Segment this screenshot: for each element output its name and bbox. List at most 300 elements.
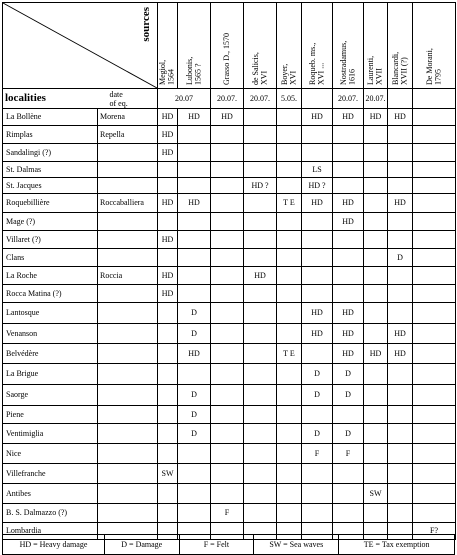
effect-cell [211,424,244,444]
effect-cell [333,126,364,144]
table-row [3,484,456,504]
effect-cell: D [388,249,413,267]
locality-name: La Roche [3,267,98,285]
effect-cell: HD [388,109,413,126]
effect-cell [158,178,178,194]
historic-name: Roccaballiera [98,194,158,213]
effect-cell [364,194,388,213]
effect-cell [388,385,413,406]
effect-cell [211,444,244,464]
table-row [3,285,456,303]
date-cell-3 [277,89,302,109]
legend-item: F = Felt [179,535,254,555]
effect-cell: D [333,424,364,444]
effect-cell [158,324,178,344]
effect-cell: HD [178,109,211,126]
date-value: 20.07. [338,93,358,103]
effect-cell [211,178,244,194]
source-header-4 [277,3,302,89]
effect-cell: HD [333,324,364,344]
effect-cell [388,231,413,249]
effect-cell [302,285,333,303]
effect-cell: SW [158,464,178,484]
effect-cell: HD [158,285,178,303]
locality-name: Belvédère [3,344,98,364]
effect-cell [413,406,456,424]
effect-cell [211,406,244,424]
effect-cell [277,162,302,178]
effect-cell [211,249,244,267]
effect-cell [277,504,302,523]
header-row [3,3,456,89]
table-row [3,424,456,444]
effect-cell: HD [364,109,388,126]
historic-name [98,162,158,178]
effect-cell [302,231,333,249]
locality-name: Rocca Matina (?) [3,285,98,303]
effect-cell: D [178,324,211,344]
diagonal-divider [3,3,157,88]
effect-cell [413,213,456,231]
effect-cell [211,464,244,484]
effect-cell [277,126,302,144]
effect-cell: HD [333,109,364,126]
effect-cell [211,484,244,504]
effect-cell [302,406,333,424]
effect-cell [277,285,302,303]
date-cell-2 [244,89,277,109]
effect-cell [277,484,302,504]
table-row [3,444,456,464]
effect-cell [244,444,277,464]
historic-name [98,464,158,484]
effect-cell [364,249,388,267]
effect-cell [388,144,413,162]
table-row [3,406,456,424]
table-row [3,464,456,484]
effect-cell [277,464,302,484]
effect-cell [211,385,244,406]
effect-cell [244,406,277,424]
effect-cell [364,504,388,523]
effect-cell: D [333,364,364,385]
effect-cell [388,267,413,285]
effect-cell [413,249,456,267]
effect-cell [211,194,244,213]
effect-cell [364,144,388,162]
table-row [3,231,456,249]
effect-cell [244,484,277,504]
source-header-8 [388,3,413,89]
effect-cell: HD [333,344,364,364]
locality-name: Nice [3,444,98,464]
date-value: 20.07. [365,93,386,103]
date-of-eq-header [98,89,158,109]
effect-cell [413,364,456,385]
locality-name: Rimplas [3,126,98,144]
effect-cell [277,444,302,464]
effect-cell [277,144,302,162]
source-header-5 [302,3,333,89]
effect-cell [413,324,456,344]
source-name: Nostradamus, 1616 [338,40,356,85]
table-row [3,324,456,344]
effect-cell [244,231,277,249]
effect-cell [388,424,413,444]
effect-cell [364,364,388,385]
source-name: Blancardi, XVII (?) [390,51,408,85]
effect-cell [413,504,456,523]
effect-cell: HD [178,194,211,213]
effect-cell [302,267,333,285]
effect-cell [277,249,302,267]
locality-name: Roquebillière [3,194,98,213]
table-row [3,364,456,385]
effect-cell [413,162,456,178]
effect-cell [413,424,456,444]
effect-cell [277,267,302,285]
effect-cell: HD [158,231,178,249]
historic-name [98,285,158,303]
effect-cell: HD [211,109,244,126]
source-name: de Salicis, XVI [250,52,268,85]
legend-item: SW = Sea waves [254,535,339,555]
date-value: 5.05. [281,93,297,103]
effect-cell [333,231,364,249]
effect-cell [277,324,302,344]
date-cell-6 [364,89,388,109]
effect-cell [158,213,178,231]
effect-cell [413,109,456,126]
effect-cell [158,385,178,406]
effect-cell: D [302,364,333,385]
effect-cell [364,231,388,249]
source-name: De Morani, 1795 [424,48,442,85]
effect-cell: HD [333,303,364,324]
locality-name: Saorge [3,385,98,406]
legend-row [3,535,455,555]
effect-cell: D [178,303,211,324]
locality-name: Lombardia [3,523,98,540]
effect-cell: HD [364,344,388,364]
effect-cell [178,285,211,303]
effect-cell [364,267,388,285]
effect-cell: HD [388,324,413,344]
date-row [3,89,456,109]
source-header-3 [244,3,277,89]
effect-cell [333,464,364,484]
effect-cell: D [333,385,364,406]
effect-cell [244,126,277,144]
historic-name [98,385,158,406]
sources-label: sources [140,7,153,42]
effect-cell [277,178,302,194]
effect-cell: HD [158,109,178,126]
effect-cell [158,344,178,364]
effect-cell [178,126,211,144]
effect-cell [388,162,413,178]
effect-cell: HD [158,126,178,144]
effect-cell: HD [158,144,178,162]
locality-name: Sandalingi (?) [3,144,98,162]
locality-name: Antibes [3,484,98,504]
effect-cell: HD [244,267,277,285]
source-header-7 [364,3,388,89]
effect-cell: F? [413,523,456,540]
effect-cell: HD ? [244,178,277,194]
effect-cell [211,231,244,249]
effect-cell [388,504,413,523]
effect-cell [211,324,244,344]
effect-cell [413,484,456,504]
effect-cell [158,424,178,444]
effect-cell [302,144,333,162]
effect-cell [158,303,178,324]
effect-cell [364,303,388,324]
effect-cell [211,267,244,285]
effect-cell [158,249,178,267]
historic-name [98,303,158,324]
effect-cell: SW [364,484,388,504]
effect-cell: HD [333,194,364,213]
table-row [3,267,456,285]
effect-cell: F [211,504,244,523]
table-row [3,144,456,162]
effect-cell [413,464,456,484]
localities-label: localities [5,92,46,104]
effect-cell [302,464,333,484]
date-cell-1 [211,89,244,109]
effect-cell: HD [302,303,333,324]
effect-cell [302,249,333,267]
effect-cell [178,444,211,464]
date-value: 20.07. [217,93,237,103]
effect-cell [244,109,277,126]
effect-cell: T E [277,344,302,364]
effect-cell [277,364,302,385]
earthquake-sources-table [2,2,456,540]
effect-cell [211,364,244,385]
table-row [3,344,456,364]
legend-item: D = Damage [104,535,179,555]
table-row [3,504,456,523]
effect-cell [244,249,277,267]
effect-cell [302,484,333,504]
effect-cell [211,126,244,144]
effect-cell [277,109,302,126]
effect-cell [388,406,413,424]
effect-cell: F [333,444,364,464]
effect-cell [413,178,456,194]
legend-table [2,534,455,555]
table-row [3,249,456,267]
effect-cell [211,162,244,178]
effect-cell [413,267,456,285]
source-header-1 [178,3,211,89]
effect-cell [302,126,333,144]
effect-cell [302,504,333,523]
effect-cell: HD [388,344,413,364]
effect-cell [244,424,277,444]
effect-cell [277,231,302,249]
effect-cell: D [302,385,333,406]
effect-cell [178,484,211,504]
historic-name: Morena [98,109,158,126]
source-name: Lubonis, 1565 ? [184,56,202,85]
effect-cell [178,249,211,267]
table-row [3,162,456,178]
locality-name: St. Dalmas [3,162,98,178]
effect-cell: HD [158,194,178,213]
historic-name: Roccia [98,267,158,285]
effect-cell: T E [277,194,302,213]
effect-cell [364,178,388,194]
effect-cell [277,424,302,444]
effect-cell [277,385,302,406]
effect-cell [413,444,456,464]
date-of-eq-label: date of eq. [109,90,128,109]
effect-cell [178,504,211,523]
source-name: Laurenti, XVII [366,55,384,85]
effect-cell: D [178,424,211,444]
date-cell-8 [413,89,456,109]
effect-cell [333,406,364,424]
localities-header [3,89,98,109]
locality-name: La Bollène [3,109,98,126]
historic-name [98,424,158,444]
effect-cell [244,464,277,484]
locality-name: Venanson [3,324,98,344]
historic-name [98,406,158,424]
effect-cell [302,213,333,231]
effect-cell [333,178,364,194]
effect-cell [277,406,302,424]
effect-cell [388,444,413,464]
historic-name [98,364,158,385]
locality-name: Clans [3,249,98,267]
effect-cell [364,406,388,424]
source-header-6 [333,3,364,89]
effect-cell [364,424,388,444]
table-row [3,385,456,406]
effect-cell [388,303,413,324]
table-row [3,213,456,231]
historic-name [98,231,158,249]
effect-cell: F [302,444,333,464]
effect-cell [178,213,211,231]
effect-cell [244,213,277,231]
historic-name [98,484,158,504]
effect-cell [178,162,211,178]
effect-cell [413,231,456,249]
historic-name [98,144,158,162]
effect-cell: D [178,385,211,406]
effect-cell [333,162,364,178]
effect-cell [277,303,302,324]
effect-cell [413,126,456,144]
historic-name [98,213,158,231]
effect-cell [388,364,413,385]
effect-cell [388,126,413,144]
date-cell-0 [158,89,211,109]
effect-cell [244,144,277,162]
date-cell-4 [302,89,333,109]
effect-cell [244,303,277,324]
effect-cell [333,285,364,303]
effect-cell [211,344,244,364]
effect-cell [413,194,456,213]
effect-cell: D [178,406,211,424]
locality-name: Ventimiglia [3,424,98,444]
effect-cell [244,285,277,303]
historic-name [98,504,158,523]
historic-name [98,344,158,364]
effect-cell [388,285,413,303]
effect-cell [244,385,277,406]
effect-cell [364,324,388,344]
effect-cell [158,484,178,504]
effect-cell [211,285,244,303]
locality-name: La Brigue [3,364,98,385]
source-header-9 [413,3,456,89]
effect-cell: HD [388,194,413,213]
table-row [3,178,456,194]
effect-cell: HD [302,324,333,344]
locality-name: Lantosque [3,303,98,324]
effect-cell [364,213,388,231]
table-row [3,303,456,324]
effect-cell [333,144,364,162]
document-page [2,2,455,553]
source-name: Megiol, 1564 [158,59,176,85]
effect-cell [388,484,413,504]
effect-cell: HD [302,194,333,213]
effect-cell [364,162,388,178]
effect-cell [244,162,277,178]
effect-cell [178,364,211,385]
locality-name: Villaret (?) [3,231,98,249]
effect-cell [178,267,211,285]
effect-cell: HD [178,344,211,364]
effect-cell [333,267,364,285]
effect-cell [333,504,364,523]
effect-cell [364,464,388,484]
effect-cell [158,162,178,178]
effect-cell [364,285,388,303]
effect-cell [388,178,413,194]
effect-cell [413,285,456,303]
historic-name [98,444,158,464]
effect-cell: HD [302,109,333,126]
effect-cell [244,364,277,385]
effect-cell [302,344,333,364]
locality-name: B. S. Dalmazzo (?) [3,504,98,523]
source-header-0 [158,3,178,89]
effect-cell [211,303,244,324]
legend-item: TE = Tax exemption [339,535,455,555]
effect-cell [211,144,244,162]
effect-cell [413,385,456,406]
locality-name: Mage (?) [3,213,98,231]
source-name: Roqueb. ms., XVI ... [307,42,325,85]
effect-cell [211,213,244,231]
historic-name [98,249,158,267]
effect-cell: LS [302,162,333,178]
effect-cell: D [302,424,333,444]
effect-cell [413,144,456,162]
effect-cell [178,178,211,194]
legend-item: HD = Heavy damage [3,535,105,555]
